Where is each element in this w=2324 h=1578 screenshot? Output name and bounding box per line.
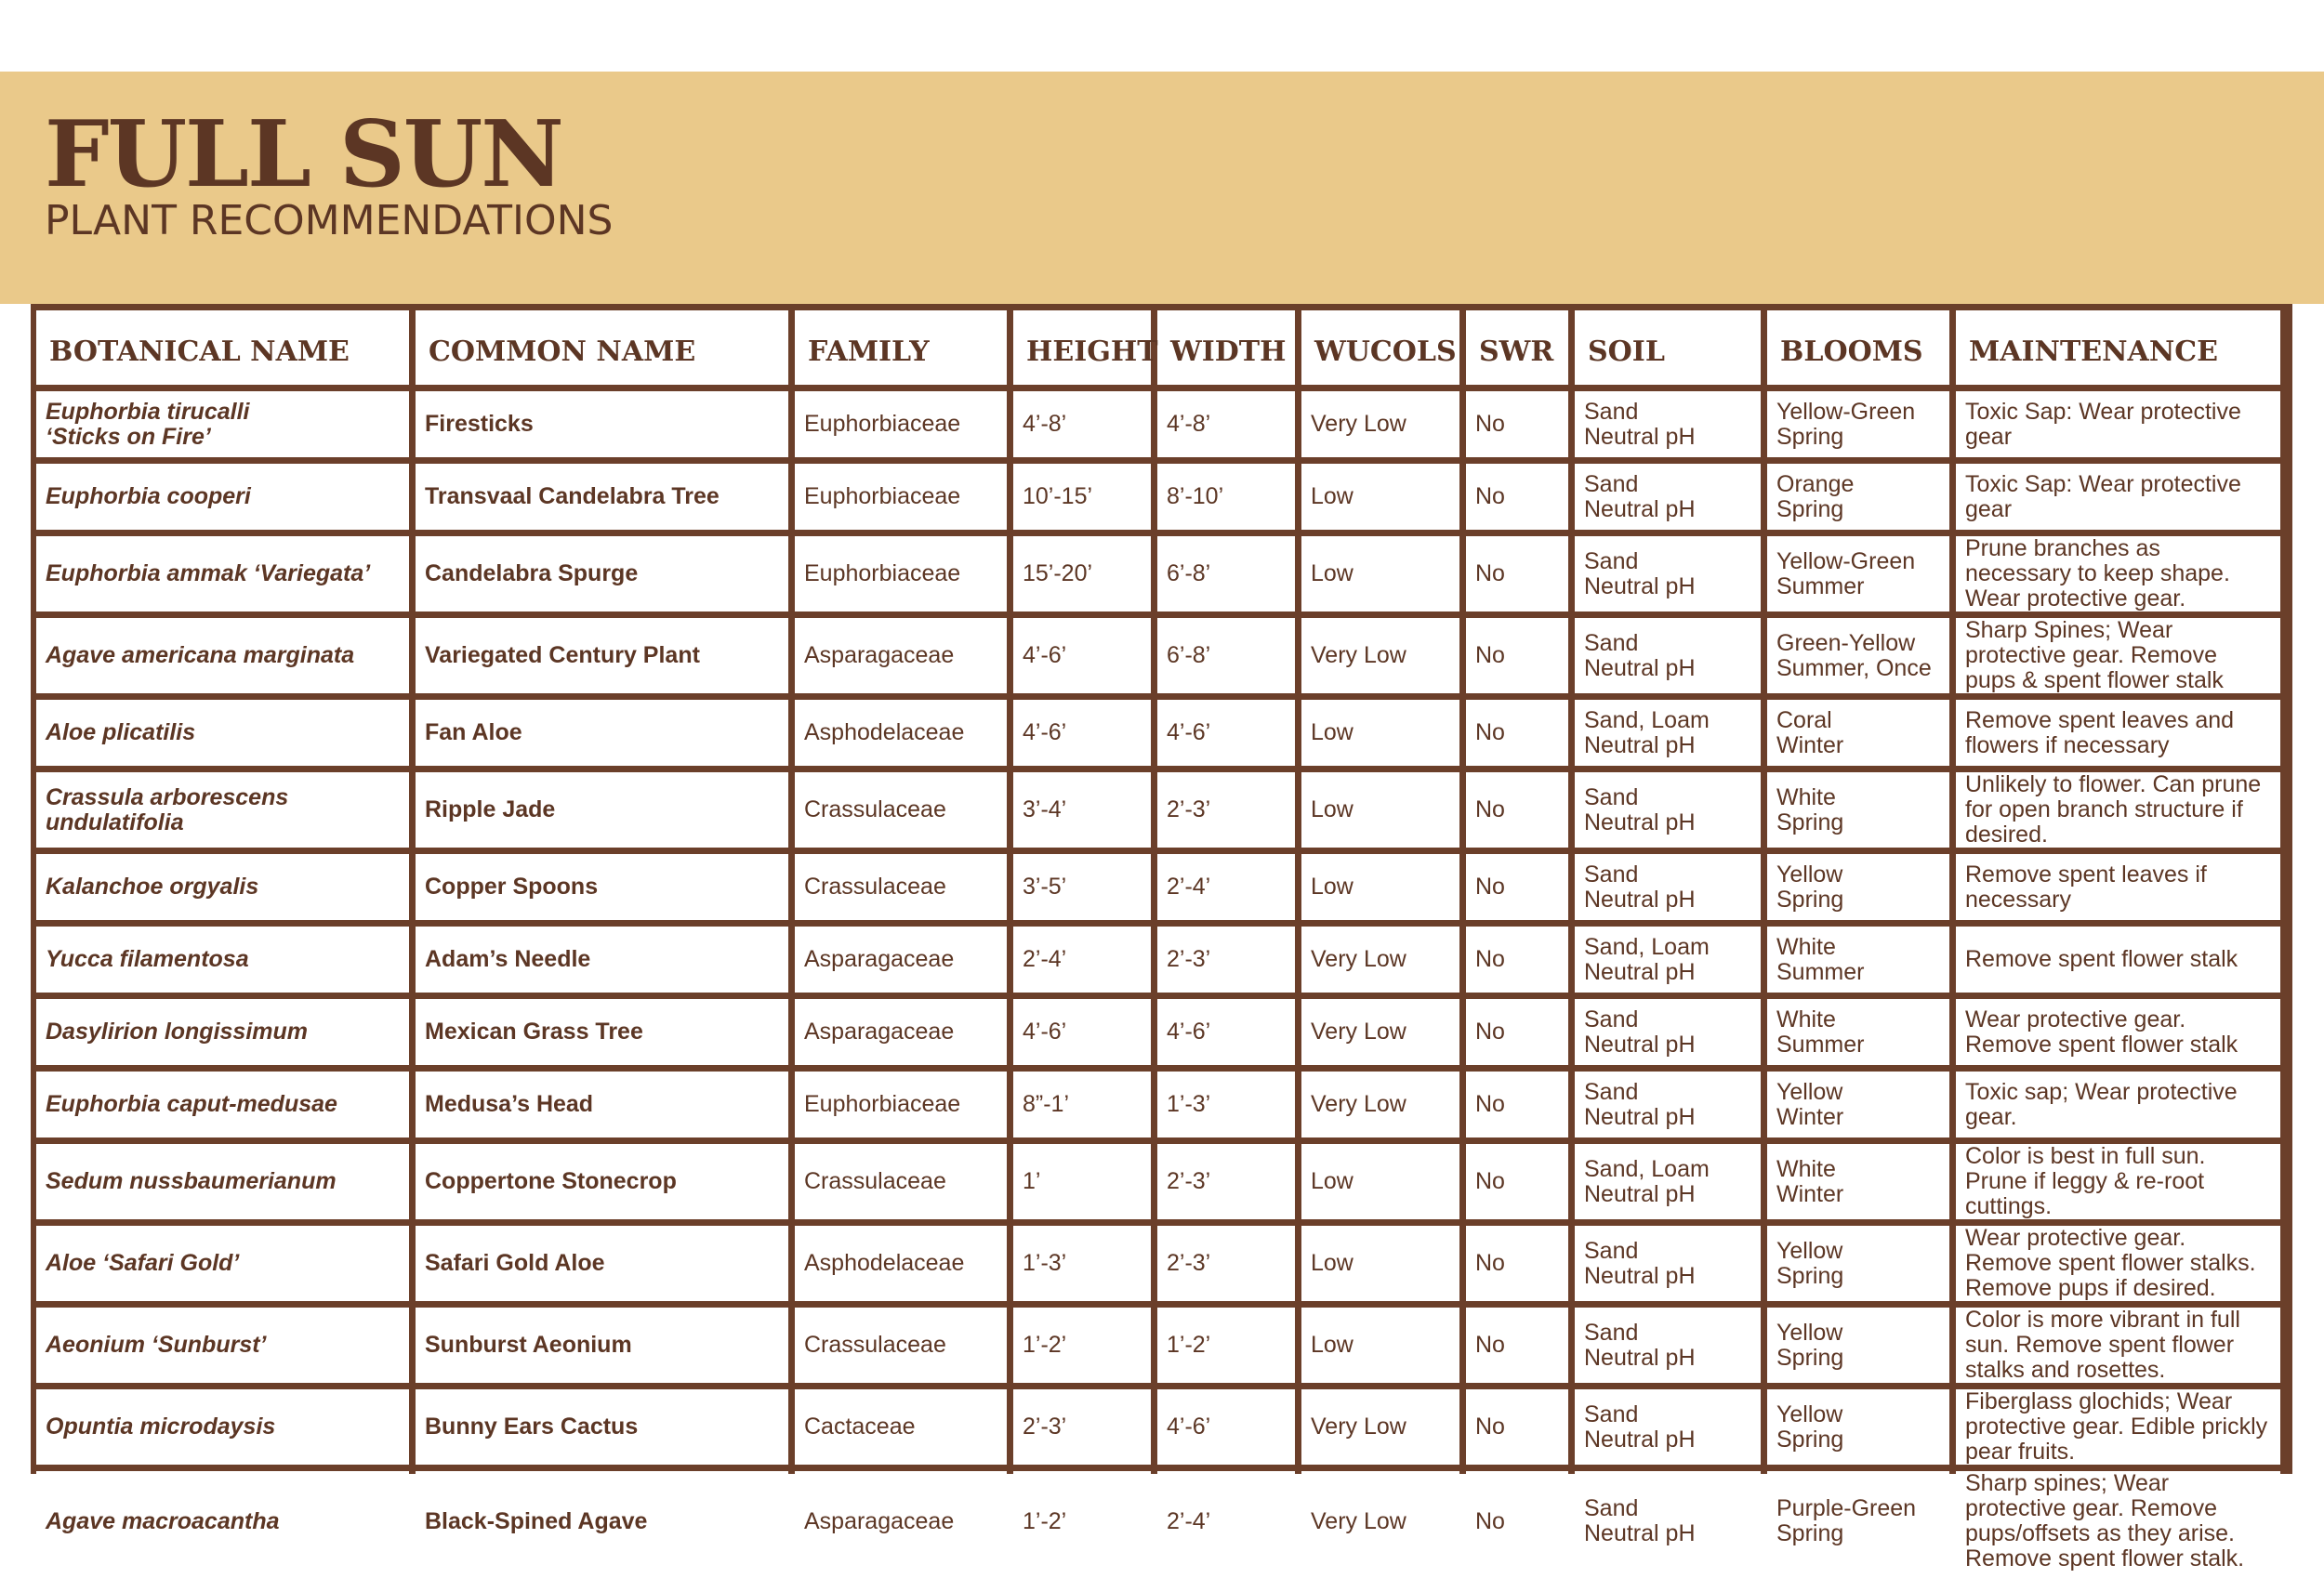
botanical-name-cell (36, 772, 409, 848)
blooms-cell-line: White (1776, 1006, 1836, 1032)
blooms-cell (1767, 536, 1949, 611)
soil-cell-line: Sand (1584, 1006, 1639, 1032)
width-cell: 1’-2’ (1157, 1308, 1295, 1383)
swr-cell: No (1466, 1471, 1568, 1571)
column-header-botanical-name: BOTANICAL NAME (36, 310, 409, 385)
soil-cell-line: Sand (1584, 861, 1639, 888)
family-cell: Crassulaceae (795, 1144, 1007, 1219)
blooms-cell-line: Winter (1776, 731, 1844, 758)
family-cell: Asparagaceae (795, 618, 1007, 693)
blooms-cell-line: Orange (1776, 470, 1855, 497)
height-cell: 2’-3’ (1013, 1389, 1151, 1465)
column-header-maintenance: MAINTENANCE (1956, 310, 2280, 385)
height-cell: 4’-8’ (1013, 391, 1151, 457)
wucols-cell: Very Low (1301, 1471, 1459, 1571)
column-header-height: HEIGHT (1013, 310, 1151, 385)
botanical-name-cell (36, 854, 409, 920)
swr-cell: No (1466, 1072, 1568, 1137)
maintenance-cell: Toxic Sap: Wear protective gear (1956, 464, 2280, 530)
page-title: FULL SUN (45, 101, 562, 208)
wucols-cell: Low (1301, 1226, 1459, 1301)
height-cell: 4’-6’ (1013, 618, 1151, 693)
table-row (36, 854, 2280, 920)
width-cell: 4’-6’ (1157, 700, 1295, 766)
soil-cell-line: Sand (1584, 1319, 1639, 1346)
plant-table (30, 304, 2287, 1578)
family-cell: Crassulaceae (795, 1308, 1007, 1383)
soil-cell-line: Sand (1584, 1237, 1639, 1264)
family-cell: Euphorbiaceae (795, 391, 1007, 457)
soil-cell-line: Neutral pH (1584, 1520, 1696, 1546)
soil-cell-line: Sand (1584, 470, 1639, 497)
botanical-name-cell (36, 536, 409, 611)
blooms-cell-line: Yellow (1776, 861, 1843, 888)
blooms-cell-line: Spring (1776, 809, 1844, 835)
wucols-cell: Low (1301, 1144, 1459, 1219)
blooms-cell (1767, 700, 1949, 766)
botanical-name-cell (36, 1144, 409, 1219)
blooms-cell-line: Yellow-Green (1776, 547, 1916, 574)
soil-cell-line: Sand, Loam (1584, 1155, 1710, 1182)
maintenance-cell: Unlikely to flower. Can prune for open branch structure if desired. (1956, 772, 2280, 848)
blooms-cell-line: Purple-Green (1776, 1495, 1917, 1521)
soil-cell (1575, 927, 1761, 993)
botanical-name-cell (36, 999, 409, 1065)
blooms-cell-line: Yellow (1776, 1319, 1843, 1346)
width-cell: 4’-6’ (1157, 1389, 1295, 1465)
botanical-name-cell (36, 391, 409, 457)
blooms-cell-line: Yellow-Green (1776, 398, 1916, 425)
table-row (36, 391, 2280, 457)
table-header-row (36, 310, 2280, 385)
botanical-name-cell-line: Crassula arborescens (46, 783, 289, 810)
common-name-cell: Coppertone Stonecrop (416, 1144, 788, 1219)
maintenance-cell: Sharp spines; Wear protective gear. Remove pups/offsets as they arise. Remove spent flower stalk. (1956, 1471, 2280, 1571)
soil-cell-line: Sand, Loam (1584, 933, 1710, 960)
height-cell: 1’-2’ (1013, 1308, 1151, 1383)
width-cell: 6’-8’ (1157, 618, 1295, 693)
blooms-cell (1767, 391, 1949, 457)
maintenance-cell: Color is more vibrant in full sun. Remove spent flower stalks and rosettes. (1956, 1308, 2280, 1383)
family-cell: Euphorbiaceae (795, 464, 1007, 530)
height-cell: 1’-2’ (1013, 1471, 1151, 1571)
soil-cell-line: Sand (1584, 629, 1639, 656)
family-cell: Asphodelaceae (795, 1226, 1007, 1301)
height-cell: 15’-20’ (1013, 536, 1151, 611)
wucols-cell: Low (1301, 772, 1459, 848)
wucols-cell: Very Low (1301, 1389, 1459, 1465)
blooms-cell-line: Summer (1776, 958, 1865, 985)
table-row (36, 1471, 2280, 1571)
maintenance-cell: Prune branches as necessary to keep shape. Wear protective gear. (1956, 536, 2280, 611)
width-cell: 4’-6’ (1157, 999, 1295, 1065)
botanical-name-cell-line: undulatifolia (46, 809, 184, 835)
height-cell: 8”-1’ (1013, 1072, 1151, 1137)
height-cell: 10’-15’ (1013, 464, 1151, 530)
common-name-cell: Fan Aloe (416, 700, 788, 766)
column-header-wucols: WUCOLS (1301, 310, 1459, 385)
blooms-cell (1767, 1389, 1949, 1465)
blooms-cell (1767, 854, 1949, 920)
column-header-common-name: COMMON NAME (416, 310, 788, 385)
blooms-cell (1767, 464, 1949, 530)
soil-cell-line: Neutral pH (1584, 958, 1696, 985)
wucols-cell: Very Low (1301, 1072, 1459, 1137)
blooms-cell (1767, 618, 1949, 693)
width-cell: 4’-8’ (1157, 391, 1295, 457)
swr-cell: No (1466, 1144, 1568, 1219)
botanical-name-cell (36, 700, 409, 766)
soil-cell-line: Sand (1584, 783, 1639, 810)
table-row (36, 1226, 2280, 1301)
soil-cell (1575, 1072, 1761, 1137)
soil-cell (1575, 700, 1761, 766)
height-cell: 1’ (1013, 1144, 1151, 1219)
common-name-cell: Medusa’s Head (416, 1072, 788, 1137)
botanical-name-cell-line: Euphorbia ammak ‘Variegata’ (46, 560, 371, 586)
blooms-cell-line: Summer (1776, 572, 1865, 599)
width-cell: 2’-3’ (1157, 772, 1295, 848)
botanical-name-cell (36, 1471, 409, 1571)
botanical-name-cell (36, 618, 409, 693)
swr-cell: No (1466, 854, 1568, 920)
swr-cell: No (1466, 700, 1568, 766)
soil-cell (1575, 772, 1761, 848)
soil-cell (1575, 999, 1761, 1065)
soil-cell (1575, 464, 1761, 530)
blooms-cell (1767, 772, 1949, 848)
width-cell: 6’-8’ (1157, 536, 1295, 611)
blooms-cell-line: Summer, Once (1776, 654, 1932, 681)
soil-cell (1575, 1226, 1761, 1301)
common-name-cell: Candelabra Spurge (416, 536, 788, 611)
botanical-name-cell-line: Euphorbia tirucalli (46, 398, 250, 425)
botanical-name-cell-line: Sedum nussbaumerianum (46, 1168, 337, 1194)
botanical-name-cell-line: Aloe plicatilis (46, 719, 196, 745)
table-row (36, 1308, 2280, 1383)
blooms-cell (1767, 1226, 1949, 1301)
botanical-name-cell-line: Yucca filamentosa (46, 946, 249, 972)
family-cell: Asparagaceae (795, 999, 1007, 1065)
blooms-cell (1767, 1144, 1949, 1219)
blooms-cell (1767, 1308, 1949, 1383)
soil-cell (1575, 1308, 1761, 1383)
height-cell: 3’-4’ (1013, 772, 1151, 848)
soil-cell-line: Neutral pH (1584, 495, 1696, 522)
height-cell: 4’-6’ (1013, 999, 1151, 1065)
soil-cell-line: Neutral pH (1584, 572, 1696, 599)
blooms-cell-line: Spring (1776, 1344, 1844, 1371)
table-row (36, 1072, 2280, 1137)
swr-cell: No (1466, 464, 1568, 530)
botanical-name-cell (36, 1308, 409, 1383)
wucols-cell: Very Low (1301, 618, 1459, 693)
table-row (36, 999, 2280, 1065)
column-header-swr: SWR (1466, 310, 1568, 385)
width-cell: 2’-4’ (1157, 854, 1295, 920)
table-row (36, 700, 2280, 766)
width-cell: 1’-3’ (1157, 1072, 1295, 1137)
soil-cell-line: Neutral pH (1584, 654, 1696, 681)
swr-cell: No (1466, 536, 1568, 611)
blooms-cell-line: White (1776, 933, 1836, 960)
height-cell: 3’-5’ (1013, 854, 1151, 920)
page-subtitle: PLANT RECOMMENDATIONS (45, 197, 614, 244)
blooms-cell-line: Winter (1776, 1103, 1844, 1130)
soil-cell (1575, 854, 1761, 920)
wucols-cell: Very Low (1301, 927, 1459, 993)
soil-cell (1575, 618, 1761, 693)
common-name-cell: Bunny Ears Cactus (416, 1389, 788, 1465)
blooms-cell-line: Yellow (1776, 1078, 1843, 1105)
blooms-cell-line: Spring (1776, 1262, 1844, 1289)
wucols-cell: Very Low (1301, 999, 1459, 1065)
swr-cell: No (1466, 927, 1568, 993)
botanical-name-cell-line: Agave macroacantha (46, 1507, 280, 1534)
maintenance-cell: Sharp Spines; Wear protective gear. Remove pups & spent flower stalk (1956, 618, 2280, 693)
swr-cell: No (1466, 999, 1568, 1065)
table-body (36, 391, 2280, 1571)
soil-cell-line: Sand (1584, 1400, 1639, 1427)
maintenance-cell: Remove spent flower stalk (1956, 927, 2280, 993)
soil-cell-line: Neutral pH (1584, 1344, 1696, 1371)
family-cell: Euphorbiaceae (795, 1072, 1007, 1137)
botanical-name-cell (36, 464, 409, 530)
blooms-cell-line: Yellow (1776, 1237, 1843, 1264)
blooms-cell-line: Spring (1776, 495, 1844, 522)
common-name-cell: Copper Spoons (416, 854, 788, 920)
blooms-cell-line: White (1776, 1155, 1836, 1182)
family-cell: Asparagaceae (795, 1471, 1007, 1571)
wucols-cell: Very Low (1301, 391, 1459, 457)
wucols-cell: Low (1301, 536, 1459, 611)
swr-cell: No (1466, 1389, 1568, 1465)
blooms-cell-line: Spring (1776, 886, 1844, 913)
common-name-cell: Variegated Century Plant (416, 618, 788, 693)
blooms-cell-line: Spring (1776, 1520, 1844, 1546)
soil-cell-line: Sand (1584, 547, 1639, 574)
column-header-family: FAMILY (795, 310, 1007, 385)
width-cell: 8’-10’ (1157, 464, 1295, 530)
swr-cell: No (1466, 618, 1568, 693)
swr-cell: No (1466, 1308, 1568, 1383)
blooms-cell-line: Spring (1776, 423, 1844, 450)
height-cell: 4’-6’ (1013, 700, 1151, 766)
maintenance-cell: Fiberglass glochids; Wear protective gear. Edible prickly pear fruits. (1956, 1389, 2280, 1465)
soil-cell-line: Sand (1584, 398, 1639, 425)
table-row (36, 464, 2280, 530)
column-header-blooms: BLOOMS (1767, 310, 1949, 385)
wucols-cell: Low (1301, 464, 1459, 530)
common-name-cell: Safari Gold Aloe (416, 1226, 788, 1301)
soil-cell-line: Neutral pH (1584, 809, 1696, 835)
wucols-cell: Low (1301, 854, 1459, 920)
width-cell: 2’-3’ (1157, 1144, 1295, 1219)
botanical-name-cell-line: Dasylirion longissimum (46, 1019, 309, 1045)
common-name-cell: Transvaal Candelabra Tree (416, 464, 788, 530)
soil-cell-line: Neutral pH (1584, 731, 1696, 758)
soil-cell-line: Neutral pH (1584, 423, 1696, 450)
width-cell: 2’-4’ (1157, 1471, 1295, 1571)
column-header-soil: SOIL (1575, 310, 1761, 385)
common-name-cell: Firesticks (416, 391, 788, 457)
botanical-name-cell (36, 1226, 409, 1301)
blooms-cell-line: White (1776, 783, 1836, 810)
blooms-cell-line: Winter (1776, 1180, 1844, 1207)
blooms-cell-line: Spring (1776, 1426, 1844, 1453)
botanical-name-cell-line: Euphorbia caput-medusae (46, 1091, 337, 1117)
maintenance-cell: Toxic Sap: Wear protective gear (1956, 391, 2280, 457)
common-name-cell: Ripple Jade (416, 772, 788, 848)
soil-cell-line: Neutral pH (1584, 1031, 1696, 1058)
blooms-cell-line: Yellow (1776, 1400, 1843, 1427)
blooms-cell-line: Coral (1776, 706, 1832, 733)
soil-cell-line: Neutral pH (1584, 1262, 1696, 1289)
soil-cell (1575, 1471, 1761, 1571)
swr-cell: No (1466, 1226, 1568, 1301)
botanical-name-cell-line: Kalanchoe orgyalis (46, 874, 259, 900)
maintenance-cell: Wear protective gear. Remove spent flower stalks. Remove pups if desired. (1956, 1226, 2280, 1301)
common-name-cell: Adam’s Needle (416, 927, 788, 993)
botanical-name-cell (36, 1389, 409, 1465)
botanical-name-cell-line: Euphorbia cooperi (46, 483, 251, 509)
wucols-cell: Low (1301, 700, 1459, 766)
maintenance-cell: Toxic sap; Wear protective gear. (1956, 1072, 2280, 1137)
soil-cell-line: Neutral pH (1584, 1180, 1696, 1207)
family-cell: Crassulaceae (795, 772, 1007, 848)
table-row (36, 927, 2280, 993)
blooms-cell (1767, 999, 1949, 1065)
table-row (36, 1389, 2280, 1465)
table-row (36, 536, 2280, 611)
family-cell: Asphodelaceae (795, 700, 1007, 766)
common-name-cell: Mexican Grass Tree (416, 999, 788, 1065)
soil-cell-line: Neutral pH (1584, 886, 1696, 913)
maintenance-cell: Remove spent leaves and flowers if necessary (1956, 700, 2280, 766)
blooms-cell-line: Green-Yellow (1776, 629, 1916, 656)
common-name-cell: Sunburst Aeonium (416, 1308, 788, 1383)
blooms-cell (1767, 927, 1949, 993)
soil-cell (1575, 391, 1761, 457)
height-cell: 1’-3’ (1013, 1226, 1151, 1301)
botanical-name-cell (36, 927, 409, 993)
wucols-cell: Low (1301, 1308, 1459, 1383)
maintenance-cell: Wear protective gear. Remove spent flower stalk (1956, 999, 2280, 1065)
family-cell: Cactaceae (795, 1389, 1007, 1465)
maintenance-cell: Remove spent leaves if necessary (1956, 854, 2280, 920)
soil-cell-line: Sand (1584, 1078, 1639, 1105)
family-cell: Euphorbiaceae (795, 536, 1007, 611)
height-cell: 2’-4’ (1013, 927, 1151, 993)
family-cell: Asparagaceae (795, 927, 1007, 993)
table-row (36, 772, 2280, 848)
botanical-name-cell-line: ‘Sticks on Fire’ (46, 423, 211, 450)
width-cell: 2’-3’ (1157, 1226, 1295, 1301)
blooms-cell (1767, 1072, 1949, 1137)
table-row (36, 618, 2280, 693)
column-header-width: WIDTH (1157, 310, 1295, 385)
botanical-name-cell-line: Aeonium ‘Sunburst’ (46, 1332, 267, 1358)
family-cell: Crassulaceae (795, 854, 1007, 920)
botanical-name-cell-line: Aloe ‘Safari Gold’ (46, 1250, 240, 1276)
soil-cell-line: Sand (1584, 1495, 1639, 1521)
botanical-name-cell-line: Opuntia microdaysis (46, 1414, 276, 1440)
swr-cell: No (1466, 391, 1568, 457)
soil-cell (1575, 1144, 1761, 1219)
width-cell: 2’-3’ (1157, 927, 1295, 993)
table-row (36, 1144, 2280, 1219)
soil-cell (1575, 1389, 1761, 1465)
soil-cell-line: Sand, Loam (1584, 706, 1710, 733)
botanical-name-cell (36, 1072, 409, 1137)
soil-cell-line: Neutral pH (1584, 1103, 1696, 1130)
blooms-cell (1767, 1471, 1949, 1571)
common-name-cell: Black-Spined Agave (416, 1471, 788, 1571)
swr-cell: No (1466, 772, 1568, 848)
soil-cell-line: Neutral pH (1584, 1426, 1696, 1453)
soil-cell (1575, 536, 1761, 611)
maintenance-cell: Color is best in full sun. Prune if leggy & re-root cuttings. (1956, 1144, 2280, 1219)
blooms-cell-line: Summer (1776, 1031, 1865, 1058)
botanical-name-cell-line: Agave americana marginata (46, 642, 355, 668)
